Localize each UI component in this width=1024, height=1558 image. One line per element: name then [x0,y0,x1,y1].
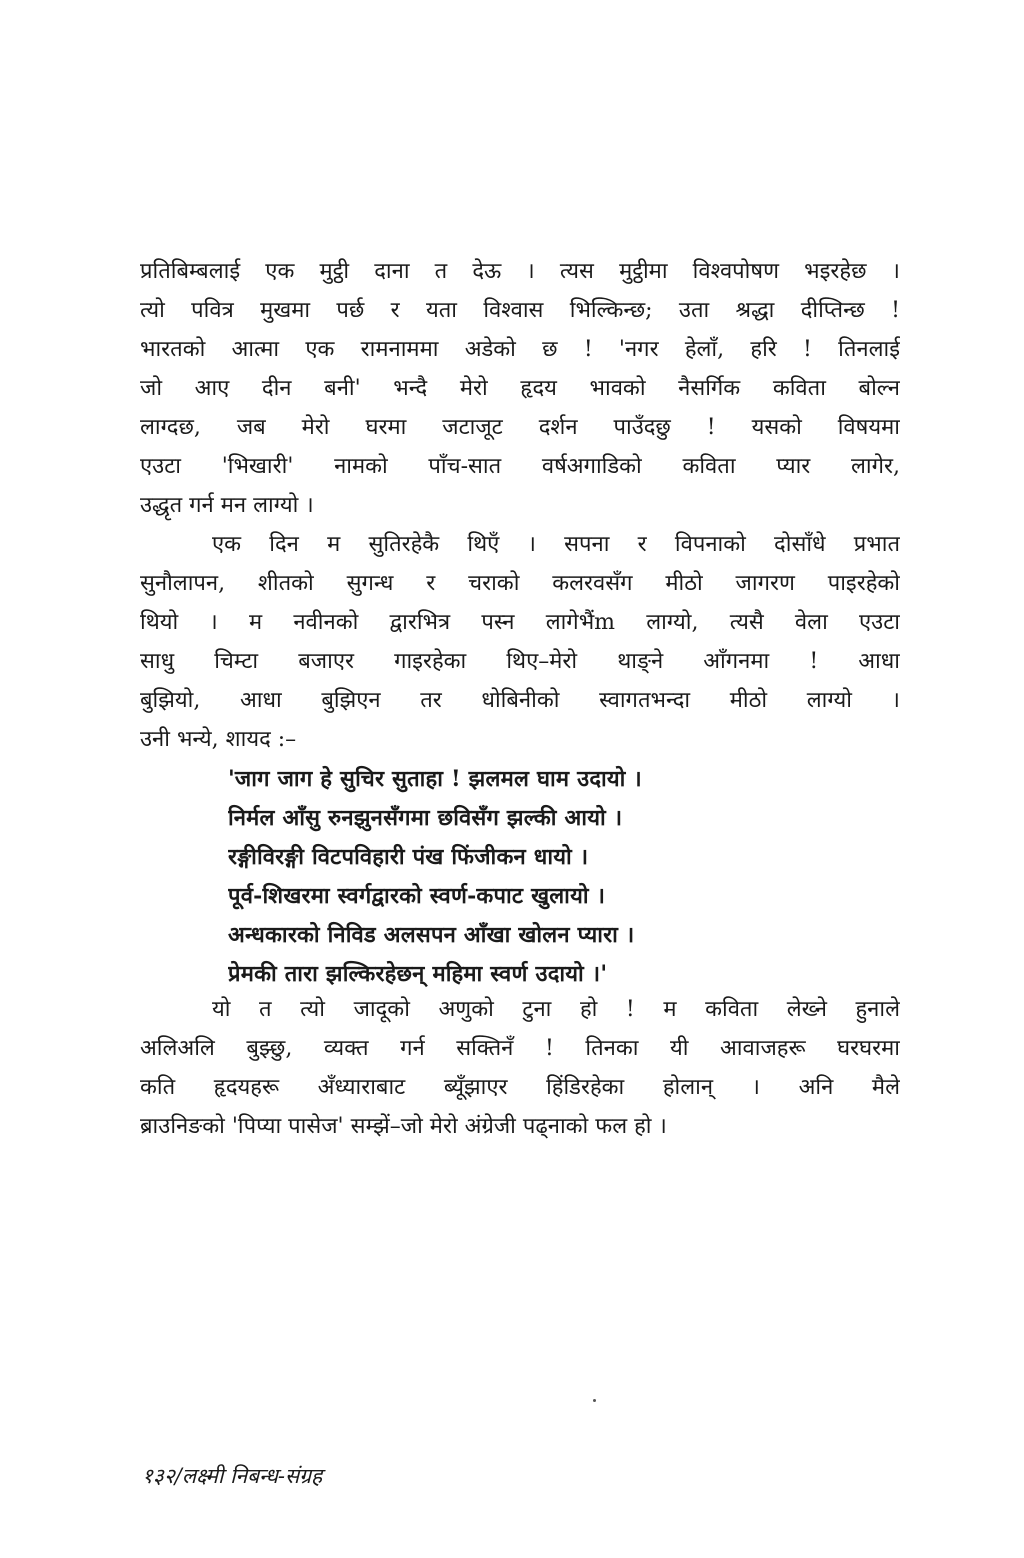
verse-line-1: 'जाग जाग हे सुचिर सुताहा ! झलमल घाम उदायो । [228,766,642,792]
paragraph-2-line-1: एक दिन म सुतिरहेकै थिएँ । सपना र विपनाको दोसाँधे प्रभात [212,532,900,557]
paragraph-1-line-2: त्यो पवित्र मुखमा पर्छ र यता विश्वास भिल्किन्छ; उता श्रद्धा दीप्तिन्छ ! [140,298,900,323]
paragraph-1-and-2 [140,252,900,759]
paragraph-3-line-2: अलिअलि बुझ्छु, व्यक्त गर्न सक्तिनँ ! तिनका यी आवाजहरू घरघरमा [140,1036,900,1061]
verse-line-2: निर्मल आँसु रुनझुनसँगमा छविसँग झल्की आयो । [228,805,623,831]
paragraph-3 [140,990,900,1146]
paragraph-3-line-1: यो त त्यो जादूको अणुको टुना हो ! म कविता लेख्ने हुनाले [212,997,900,1022]
paragraph-1-line-5: लाग्दछ, जब मेरो घरमा जटाजूट दर्शन पाउँदछु ! यसको विषयमा [140,415,900,440]
verse-line-4: पूर्व-शिखरमा स्वर्गद्वारको स्वर्ण-कपाट खुलायो । [228,883,606,909]
page-footer: १३२/लक्ष्मी निबन्ध-संग्रह [142,1464,323,1488]
paragraph-2-line-5: बुझियो, आधा बुझिएन तर धोबिनीको स्वागतभन्दा मीठो लाग्यो । [140,688,900,713]
paragraph-2-line-3: थियो । म नवीनको द्वारभित्र पस्न लागेभैंm लाग्यो, त्यसै वेला एउटा [140,610,900,635]
paragraph-1-line-3: भारतको आत्मा एक रामनाममा अडेको छ ! 'नगर हेलाँ, हरि ! तिनलाई [140,337,900,362]
verse-line-6: प्रेमकी तारा झल्किरहेछन् महिमा स्वर्ण उदायो ।' [228,961,608,987]
print-speck [593,1399,596,1402]
paragraph-2-line-2: सुनौलापन, शीतको सुगन्ध र चराको कलरवसँग मीठो जागरण पाइरहेको [140,571,900,596]
paragraph-1-line-4: जो आए दीन बनी' भन्दै मेरो हृदय भावको नैसर्गिक कविता बोल्न [140,376,900,401]
paragraph-2-line-4: साधु चिम्टा बजाएर गाइरहेका थिए–मेरो थाङ्ने आँगनमा ! आधा [140,649,900,674]
paragraph-1-line-1: प्रतिबिम्बलाई एक मुट्ठी दाना त देऊ । त्यस मुट्ठीमा विश्वपोषण भइरहेछ । [140,259,900,284]
paragraph-2-line-6: उनी भन्ये, शायद :– [140,727,297,752]
paragraph-3-line-4: ब्राउनिङको 'पिप्या पासेज' सम्झें–जो मेरो अंग्रेजी पढ्नाको फल हो । [140,1114,667,1139]
paragraph-1-line-6: एउटा 'भिखारी' नामको पाँच-सात वर्षअगाडिको कविता प्यार लागेर, [140,454,900,479]
verse-line-3: रङ्गीविरङ्गी विटपविहारी पंख फिंजीकन धायो । [228,844,589,870]
paragraph-1-line-7: उद्धृत गर्न मन लाग्यो । [140,493,314,518]
verse-line-5: अन्धकारको निविड अलसपन आँखा खोलन प्यारा । [228,922,635,948]
paragraph-3-line-3: कति हृदयहरू अँध्याराबाट ब्यूँझाएर हिंडिरहेका होलान् । अनि मैले [140,1075,900,1100]
poem-verse [228,760,848,994]
